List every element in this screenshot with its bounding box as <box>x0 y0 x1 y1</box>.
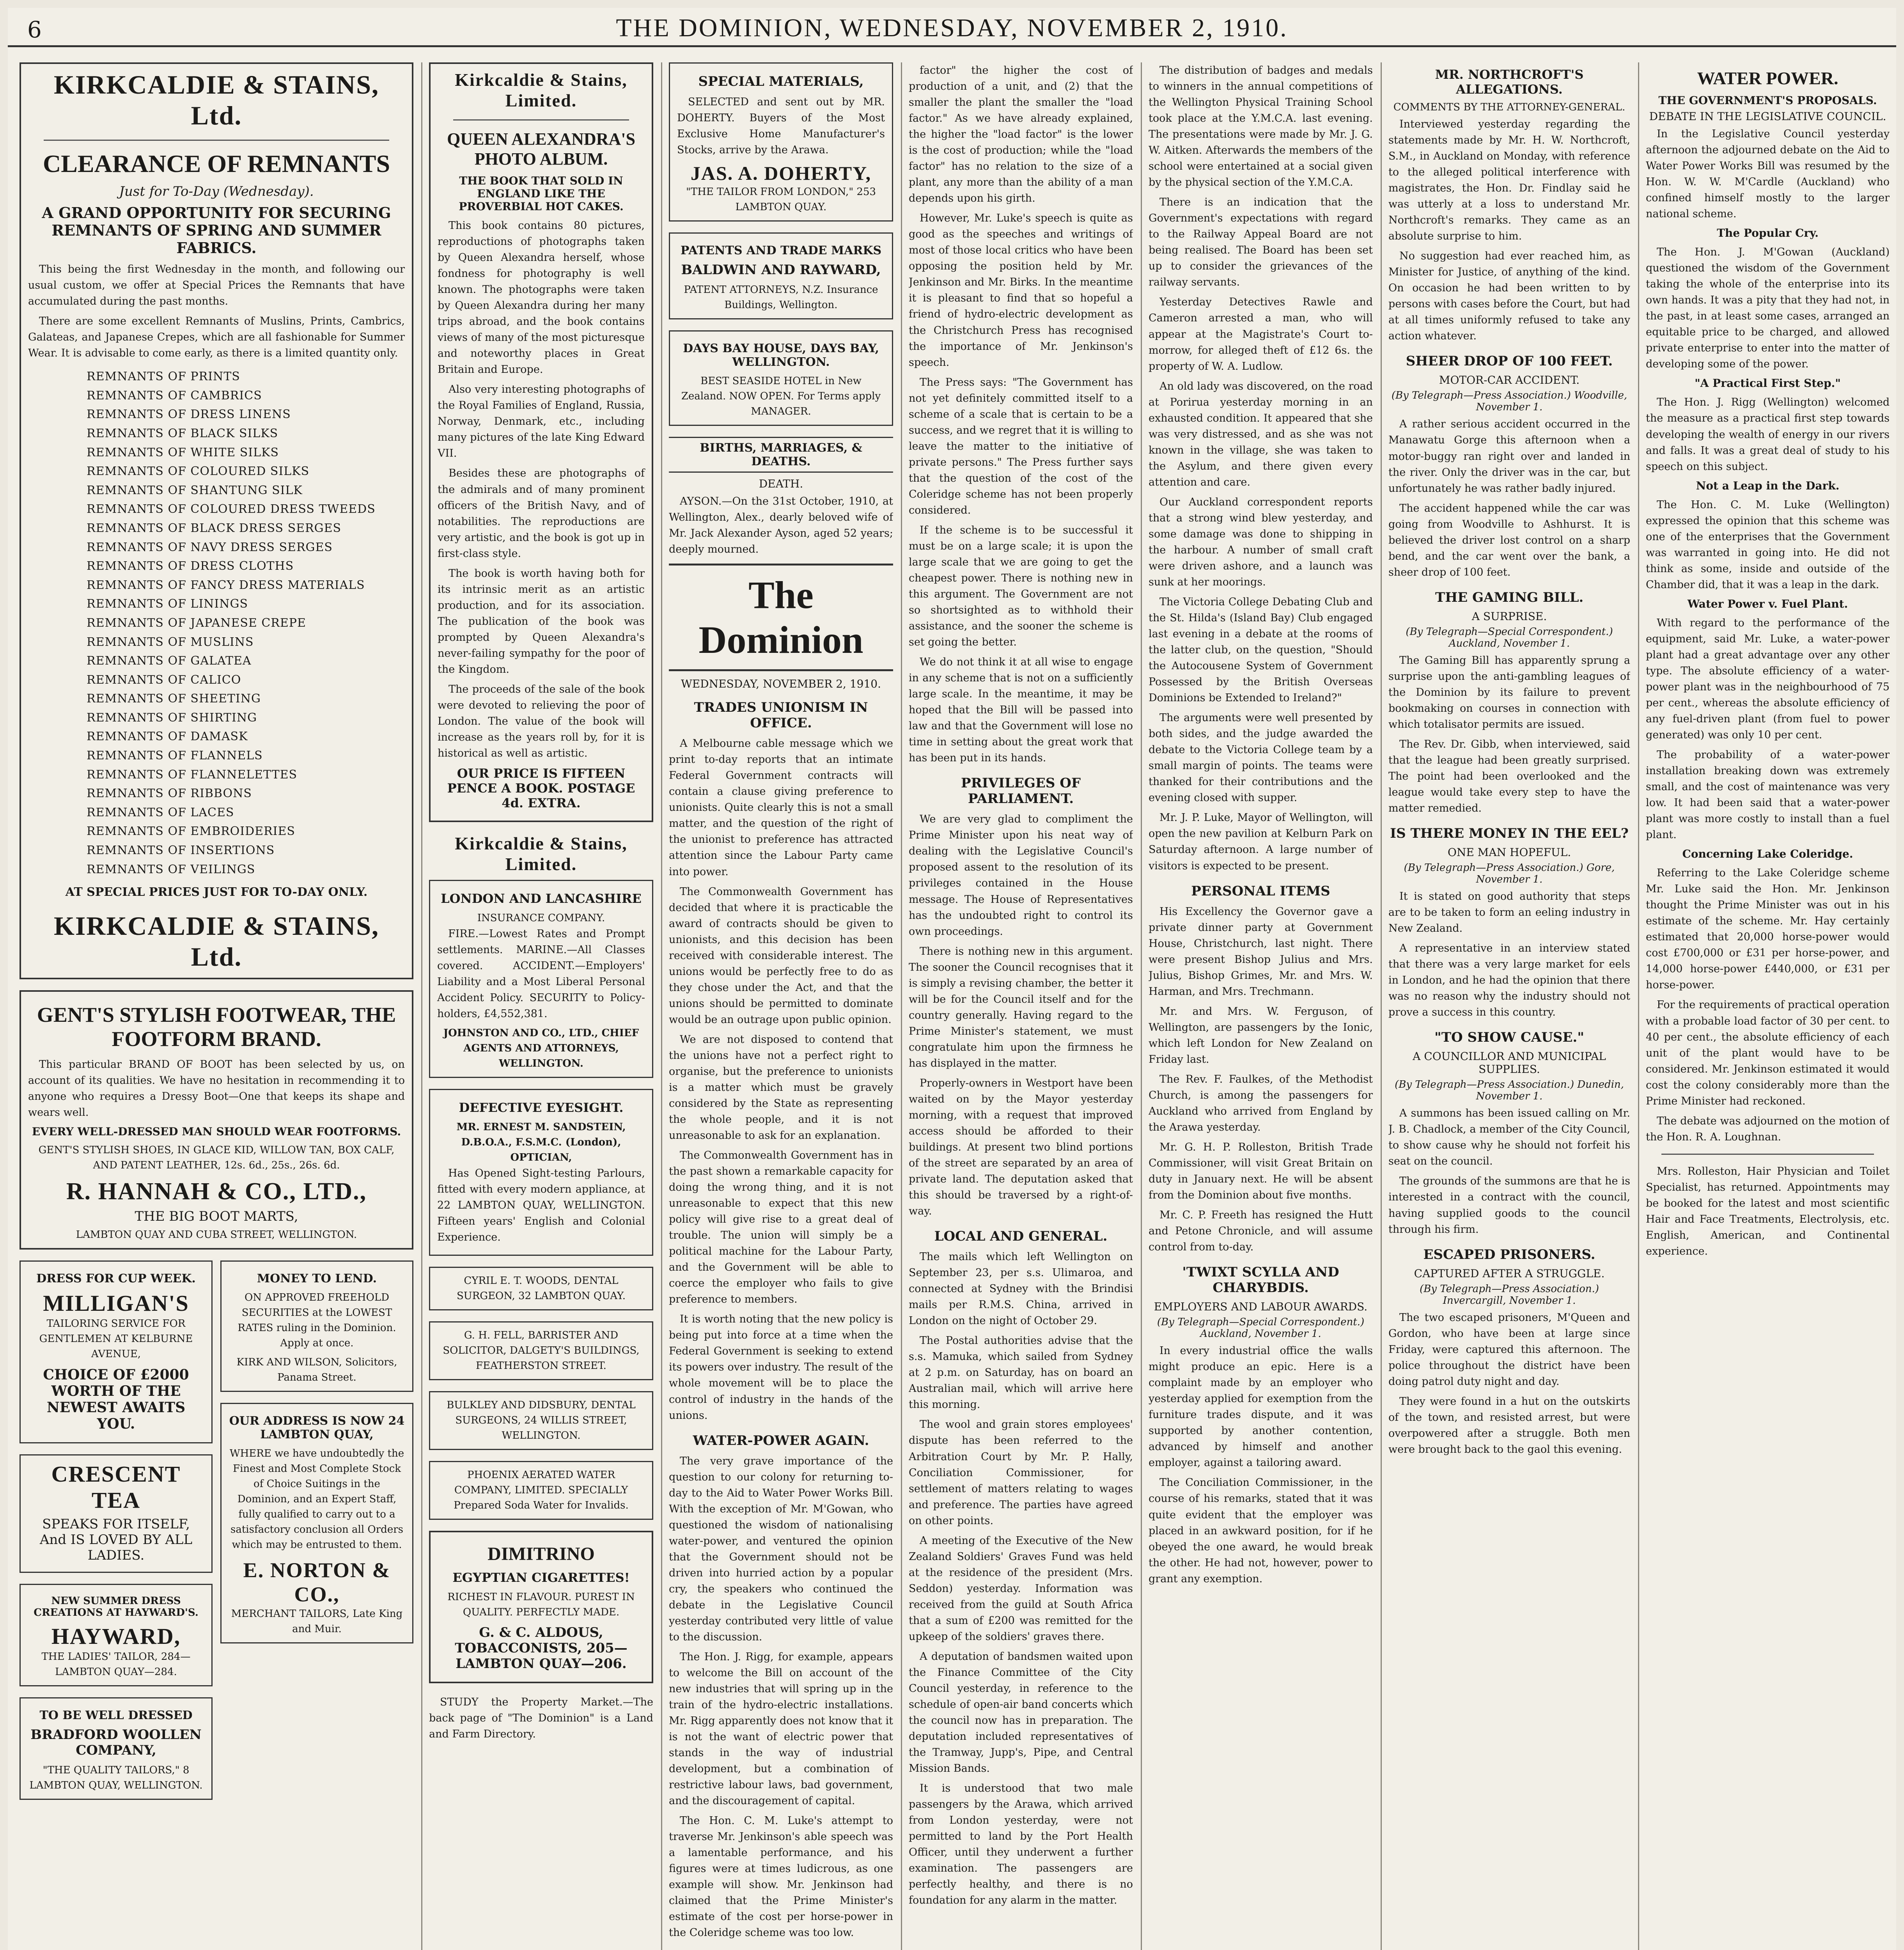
column-5: The distribution of badges and medals to winners in the annual competitions of the Wellington Physical Training School took place at the Y.M.C.A. last evening. The presentations were made by Mr. J. G. W. Aitken. Afterwards the members of the school were entertained at a social given by the physical section of the Y.M.C.A. There is an indication that the Government's expectations with regard to the Railway Appeal Board are not being realised. The Board has been set up to consider the grievances of the railway servants. Yesterday Detectives Rawle and Cameron arrested a man, who will appear at the Magistrate's Court to-morrow, for alleged theft of £12 6s. the property of W. A. Ludlow. An old lady was discovered, on the road at Porirua yesterday morning in an exhausted condition. It appeared that she was very distressed, and as she was not known in the village, she was taken to the Asylum, and there given every attention and care. Our Auckland correspondent reports that a strong wind blew yesterday, and some damage was done to shipping in the harbour. A number of small craft were driven ashore, and a launch was sunk at her moorings. The Victoria College Debating Club and the St. Hilda's (Island Bay) Club engaged last evening in a debate at the rooms of the latter club, on the question, "Should the Autocousene System of Government Possessed by the British Overseas Dominions be Extended to Ireland?" The arguments were well presented by both sides, and the judge awarded the debate to the Victoria College team by a small margin of points. The teams were thanked for their contributions and the evening closed with supper. Mr. J. P. Luke, Mayor of Wellington, will open the new pavilion at Kelburn Park on Saturday afternoon. A large number of visitors is expected to be present. PERSONAL ITEMS His Excellency the Governor gave a private dinner party at Government House, Christchurch, last night. There were present Bishop Julius and Mrs. Julius, Bishop Grimes, Mr. and Mrs. W. Harman, and Mrs. Trechmann. Mr. and Mrs. W. Ferguson, of Wellington, are passengers by the Ionic, which left London for New Zealand on Friday last. The Rev. F. Faulkes, of the Methodist Church, is among the passengers for Auckland who arrived from England by the Arawa yesterday. Mr. G. H. P. Rolleston, British Trade Commissioner, will visit Great Britain on duty in January next. He will be absent from the Dominion about five months. Mr. C. P. Freeth has resigned the Hutt and Petone Chronicle, and will assume control from to-day. 'TWIXT SCYLLA AND CHARYBDIS. EMPLOYERS AND LABOUR AWARDS. (By Telegraph—Special Correspondent.) Auckland, November 1. In every industrial office the walls might produce an epic. Here is a complaint made by an employer who yesterday applied for exemption from the furniture trades dispute, and it was supported by another contention, advanced by himself and another employer, against a tailoring award. The Conciliation Commissioner, in the course of his remarks, stated that it was quite evident that the employer was placed in an awkward position, for if he obeyed the one award, he would break the other. He had not, however, power to grant any exemption. <box>1149 62 1373 1950</box>
article-body: In the Legislative Council yesterday afternoon the adjourned debate on the Aid to Water Power Works Bill was resumed by the Hon. W. W. M'Cardle (Auckland) who confined himself mostly to the larger national scheme. <box>1646 128 1890 220</box>
ad-body: This particular BRAND OF BOOT has been selected by us, on account of its qualities. We have no hesitation in recommending it to anyone who requires a Dressy Boot—One that keeps its shape and wears well. <box>28 1058 405 1119</box>
card: PHOENIX AERATED WATER COMPANY, LIMITED. SPECIALLY Prepared Soda Water for Invalids. <box>429 1461 653 1520</box>
ad-subheading: Just for To-Day (Wednesday). <box>119 184 314 199</box>
ad-firm-name: R. HANNAH & CO., LTD., <box>66 1178 367 1205</box>
remnant-item: REMNANTS OF VEILINGS <box>87 862 255 876</box>
ad-remnants <box>20 62 413 979</box>
remnant-item: REMNANTS OF EMBROIDERIES <box>87 824 295 838</box>
column-2 <box>429 62 653 1950</box>
ad-head: DIMITRINO <box>488 1544 595 1565</box>
article-body: The Commonwealth Government has decided that where it is practicable the award of contracts should be given to unionists, and this decision has been received with considerable interest. The unions would be perfectly free to do as they chose under the Act, and that the unions should be permitted to dominate would be an outrage upon public opinion. <box>669 885 893 1026</box>
article-byline: (By Telegraph—Press Association.) Woodville, November 1. <box>1391 390 1627 413</box>
article-body: A deputation of bandsmen waited upon the Finance Committee of the City Council yesterday, in reference to the schedule of open-air band concerts which the council now has in preparation. The deputation included representatives of the Tramway, Jupp's, Pipe, and Central Mission Bands. <box>909 1650 1133 1775</box>
article-heading: ESCAPED PRISONERS. <box>1423 1246 1596 1262</box>
remnant-item: REMNANTS OF JAPANESE CREPE <box>87 616 306 630</box>
ad-body: There are some excellent Remnants of Muslins, Prints, Cambrics, Galateas, and Japanese Crepes, which are all fashionable for Summer Wear. It is advisable to come early, as there is a limited quantity only. <box>28 315 405 360</box>
remnant-item: REMNANTS OF NAVY DRESS SERGES <box>87 540 333 554</box>
ad-heading: GENT'S STYLISH FOOTWEAR, THE FOOTFORM BRAND. <box>37 1003 396 1051</box>
article-body: The Postal authorities advise that the s.s. Mamuka, which sailed from Sydney at 2 p.m. on Saturday, has on board an Australian mail, which will arrive here this morning. <box>909 1335 1133 1411</box>
article-body: There is an indication that the Government's expectations with regard to the Railway Appeal Board are not being realised. The Board has been set up to consider the grievances of the railway servants. <box>1149 196 1373 289</box>
card: G. H. FELL, BARRISTER AND SOLICITOR, DALGETY'S BUILDINGS, FEATHERSTON STREET. <box>429 1321 653 1380</box>
card: BULKLEY AND DIDSBURY, DENTAL SURGEONS, 24 WILLIS STREET, WELLINGTON. <box>429 1391 653 1450</box>
article-subheading-2: DEBATE IN THE LEGISLATIVE COUNCIL. <box>1649 110 1886 123</box>
ad-body: RICHEST IN FLAVOUR. PUREST IN QUALITY. PERFECTLY MADE. <box>447 1591 635 1618</box>
ad-head: SPECIAL MATERIALS, <box>698 74 864 89</box>
remnant-item: REMNANTS OF BLACK SILKS <box>87 426 278 440</box>
ad-footwear <box>20 990 413 1250</box>
ad-photo-album: Kirkcaldie & Stains, Limited. QUEEN ALEXANDRA'S PHOTO ALBUM. THE BOOK THAT SOLD IN ENGLAND LIKE THE PROVERBIAL HOT CAKES. This book contains 80 pictures, reproductions of photographs taken by Queen Alexandra herself, whose fondness for photography is well known. The photographs were taken by Queen Alexandra during her many trips abroad, and the book contains views of many of the most picturesque and noteworthy places in Great Britain and Europe. Also very interesting photographs of the Royal Families of England, Russia, Norway, Denmark, etc., including many pictures of the late King Edward VII. Besides these are photographs of the admirals and of many prominent officers of the British Navy, and of notabilities. The reproductions are very artistic, and the book is got up in first-class style. The book is worth having both for its intrinsic merit as an artistic production, and for its association. The publication of the book was prompted by Queen Alexandra's never-failing sympathy for the poor of the Kingdom. The proceeds of the sale of the book were devoted to relieving the poor of London. The value of the book will increase as the years roll by, for it is historical as well as artistic. OUR PRICE IS FIFTEEN PENCE A BOOK. POSTAGE 4d. EXTRA. <box>429 62 653 822</box>
ad-sub: "THE TAILOR FROM LONDON," 253 LAMBTON QUAY. <box>686 186 876 213</box>
remnant-item: REMNANTS OF RIBBONS <box>87 787 252 801</box>
article-heading: TRADES UNIONISM IN OFFICE. <box>694 700 868 731</box>
article-heading: WATER-POWER AGAIN. <box>693 1432 869 1448</box>
ad-name: LONDON AND LANCASHIRE <box>441 891 642 906</box>
article-heading: PERSONAL ITEMS <box>1191 883 1330 899</box>
article-body: The Victoria College Debating Club and the St. Hilda's (Island Bay) Club engaged last evening in a debate at the rooms of the latter club, on the question, "Should the Autocousene System of Government Possessed by the British Overseas Dominions be Extended to Ireland?" <box>1149 596 1373 704</box>
remnant-item: REMNANTS OF CAMBRICS <box>87 388 262 402</box>
ad-sub: TAILORING SERVICE FOR GENTLEMEN AT KELBURNE AVENUE, <box>39 1318 193 1360</box>
remnant-item: REMNANTS OF GALATEA <box>87 654 252 668</box>
article-body: If the scheme is to be successful it must be on a large scale; it is upon the large scale that we are going to get the cheapest power. There is nothing new in this argument. The Government are not so shortsighted as to withhold their assistance, and the sooner the scheme is set going the better. <box>909 524 1133 649</box>
article-subheading: A COUNCILLOR AND MUNICIPAL SUPPLIES. <box>1413 1050 1606 1076</box>
article-body: The Hon. J. Rigg (Wellington) welcomed the measure as a practical first step towards developing the wealth of energy in our rivers and falls. It was a great deal of study to his speech on this subject. <box>1646 396 1890 473</box>
remnant-item: REMNANTS OF COLOURED SILKS <box>87 464 310 479</box>
ad-agent: G. & C. ALDOUS, TOBACCONISTS, 205—LAMBTON QUAY—206. <box>455 1625 628 1672</box>
ad-patents <box>669 232 893 319</box>
article-body: We are very glad to compliment the Prime Minister upon his neat way of dealing with the Legislative Council's proposed assent to the resolution of its privileges contained in the House message. The House of Representatives has the undoubted right to control its own proceedings. <box>909 813 1133 938</box>
ad-sub: THE BOOK THAT SOLD IN ENGLAND LIKE THE PROVERBIAL HOT CAKES. <box>459 174 624 213</box>
remnant-item: REMNANTS OF DRESS CLOTHS <box>87 559 294 573</box>
column-rule <box>1141 62 1142 1950</box>
ad-body: FIRE.—Lowest Rates and Prompt settlements. MARINE.—All Classes covered. ACCIDENT.—Employers' Liability and a Most Liberal Personal Accident Policy. SECURITY to Policy-holders, £4,552,381. <box>437 928 645 1020</box>
newspaper-page <box>8 8 1896 1950</box>
masthead <box>8 8 1896 47</box>
ad-body: This being the first Wednesday in the month, and following our usual custom, we offer at Special Prices the Remnants that have accumulated during the past months. <box>28 263 405 308</box>
ad-group <box>20 1260 213 1811</box>
remnant-item: REMNANTS OF DAMASK <box>87 730 248 744</box>
ad-price: CHOICE OF £2000 WORTH OF THE NEWEST AWAITS YOU. <box>43 1367 189 1432</box>
article-heading: SHEER DROP OF 100 FEET. <box>1406 353 1613 369</box>
ad-sub: PATENT ATTORNEYS, N.Z. Insurance Buildings, Wellington. <box>684 284 878 311</box>
ad-firm-name: KIRKCALDIE & STAINS, Ltd. <box>53 70 379 130</box>
column-3: SPECIAL MATERIALS, SELECTED and sent out by MR. DOHERTY. Buyers of the Most Exclusive Home Manufacturer's Stocks, arrive by the Arawa. JAS. A. DOHERTY, "THE TAILOR FROM LONDON," 253 LAMBTON QUAY. PATENTS AND TRADE MARKS BALDWIN AND RAYWARD, PATENT ATTORNEYS, N.Z. Insurance Buildings, Wellington. DAYS BAY HOUSE, DAYS BAY, WELLINGTON. BEST SEASIDE HOTEL in New Zealand. NOW OPEN. For Terms apply MANAGER. BIRTHS, MARRIAGES, & DEATHS. DEATH. AYSON.—On the 31st October, 1910, at Wellington, Alex., dearly beloved wife of Mr. Jack Alexander Ayson, aged 52 years; deeply mourned. The Dominion WEDNESDAY, NOVEMBER 2, 1910. TRADES UNIONISM IN OFFICE. A Melbourne cable message which we print to-day reports that an intimate Federal Government contracts will contain a clause giving preference to unionists. Quite clearly this is not a small matter, and the question of the right of the unionist to preference has attracted attention since the Labour Party came into power. The Commonwealth Government has decided that where it is practicable the award of contracts should be given to unionists, and this decision has been received with considerable interest. The unions would be perfectly free to do as they chose under the Act, and that the unions should be permitted to dominate would be an outrage upon public opinion. We are not disposed to contend that the unions have not a perfect right to organise, but the preference to unionists is a matter which must be gravely considered by the State as representing the whole people, and it is not unreasonable to ask for an explanation. The Commonwealth Government has in the past shown a remarkable capacity for doing the wrong thing, and it is not unreasonable to expect that this new policy will give rise to a great deal of trouble. The union will simply be a political machine for the Labour Party, and the Government will be able to coerce the employer who fails to give preference to members. It is worth noting that the new policy is being put into force at a time when the Federal Government is seeking to extend its powers over industry. The result of the whole movement will be to place the control of industry in the hands of the unions. WATER-POWER AGAIN. The very grave importance of the question to our colony for returning to-day to the Aid to Water Power Works Bill. With the exception of Mr. M'Gowan, who questioned the wisdom of nationalising water-power, and ventured the opinion that the Government should not be driven into hurried action by a popular cry, the speakers who continued the debate in the Legislative Council yesterday contributed very little of value to the discussion. The Hon. J. Rigg, for example, appears to welcome the Bill on account of the new industries that will spring up in the train of the hydro-electric installations. Mr. Rigg apparently does not know that it is not the want of electric power that stands in the way of industrial development, but a combination of restrictive labour laws, bad government, and the discouragement of capital. The Hon. C. M. Luke's attempt to traverse Mr. Jenkinson's able speech was a lamentable performance, and his figures were at times ludicrous, as one example will show. Mr. Jenkinson had claimed that the Prime Minister's estimate of the cost per horse-power in the Coleridge scheme was too low. <box>669 62 893 1950</box>
remnant-item: REMNANTS OF LACES <box>87 805 234 819</box>
article-subheading: COMMENTS BY THE ATTORNEY-GENERAL. <box>1393 101 1626 113</box>
article-byline: (By Telegraph—Special Correspondent.) Auckland, November 1. <box>1406 626 1613 649</box>
newspaper-title: THE DOMINION, WEDNESDAY, NOVEMBER 2, 1910. <box>616 14 1288 42</box>
article-body: A meeting of the Executive of the New Zealand Soldiers' Graves Fund was held at the residence of the president (Mrs. Seddon) yesterday. Information was received from the guild at South Africa that a sum of £200 was remitted for the upkeep of the soldiers' graves there. <box>909 1534 1133 1643</box>
article-body: A rather serious accident occurred in the Manawatu Gorge this afternoon when a motor-buggy ran right over and landed in the river. Only the driver was in the car, but unfortunately he was rather badly injured. <box>1388 418 1630 495</box>
section-heading: Concerning Lake Coleridge. <box>1682 847 1853 861</box>
remnant-item: REMNANTS OF FLANNELS <box>87 749 263 763</box>
remnant-item: REMNANTS OF SHIRTING <box>87 711 257 725</box>
section-heading: Water Power v. Fuel Plant. <box>1687 597 1848 610</box>
ad-optician <box>429 1089 653 1256</box>
article-heading: THE GAMING BILL. <box>1435 589 1584 605</box>
article-byline: (By Telegraph—Special Correspondent.) Auckland, November 1. <box>1157 1316 1365 1340</box>
column-1 <box>20 62 413 1950</box>
article-body: With regard to the performance of the equipment, said Mr. Luke, a water-power plant had a great advantage over any other type. The absolute efficiency of a water-power plant was in the neighbourhood of 75 per cent., whereas the absolute efficiency of any fuel-driven plant (from fuel to power generated) was only 10 per cent. <box>1646 617 1890 741</box>
article-body: Referring to the Lake Coleridge scheme Mr. Luke said the Hon. Mr. Jenkinson thought the Prime Minister was out in his estimate of the scheme. Mr. Hay certainly estimated that 20,000 horse-power would cost £700,000 or £31 per horse-power, and 14,000 horse-power £440,000, or £31 per horse-power. <box>1646 867 1890 991</box>
remnant-item: REMNANTS OF FANCY DRESS MATERIALS <box>87 578 365 592</box>
article-body: factor" the higher the cost of production of a unit, and (2) that the smaller the plant the smaller the "load factor." As we have already explained, the higher the "load factor" is the lower is the cost of production; while the "load factor" has no relation to the size of a plant, any more than the ability of a man depends upon his girth. <box>909 64 1133 205</box>
ad-sub: INSURANCE COMPANY. <box>477 912 605 924</box>
article-heading: PRIVILEGES OF PARLIAMENT. <box>961 775 1081 807</box>
ad-name: BALDWIN AND RAYWARD, <box>681 262 881 278</box>
ad-sub: SPEAKS FOR ITSELF, And IS LOVED BY ALL LADIES. <box>39 1516 193 1564</box>
ad-name: BRADFORD WOOLLEN COMPANY, <box>30 1727 202 1759</box>
ad-name: HAYWARD, <box>51 1624 181 1649</box>
ad-head: DEFECTIVE EYESIGHT. <box>459 1100 624 1115</box>
ad-firm-sub: THE BIG BOOT MARTS, <box>135 1209 298 1225</box>
ad-crescent-tea <box>20 1454 213 1573</box>
ad-firm-name: Kirkcaldie & Stains, Limited. <box>455 70 628 110</box>
article-body: It is stated on good authority that steps are to be taken to form an eeling industry in New Zealand. <box>1388 890 1630 935</box>
bmd-heading: BIRTHS, MARRIAGES, & DEATHS. <box>669 437 893 473</box>
remnant-item: REMNANTS OF LININGS <box>87 597 248 611</box>
column-rule <box>901 62 902 1950</box>
article-byline: (By Telegraph—Press Association.) Dunedin, November 1. <box>1395 1079 1624 1103</box>
article-body: His Excellency the Governor gave a private dinner party at Government House, Christchurch, last night. There were present Bishop Julius and Mrs. Julius, Bishop Grimes, Mr. and Mrs. W. Harman, and Mrs. Trechmann. <box>1149 905 1373 998</box>
ad-name: MR. ERNEST M. SANDSTEIN, D.B.O.A., F.S.M.C. (London), OPTICIAN, <box>456 1121 626 1164</box>
ad-milligans <box>20 1260 213 1443</box>
remnant-item: REMNANTS OF CALICO <box>87 673 241 687</box>
ad-norton: OUR ADDRESS IS NOW 24 LAMBTON QUAY, WHERE we have undoubtedly the Finest and Most Complete Stock of Choice Suitings in the Dominion, and an Expert Staff, fully qualified to carry out to a satisfactory conclusion all Orders which may be entrusted to them. E. NORTON & CO., MERCHANT TAILORS, Late King and Muir. <box>220 1403 413 1643</box>
ad-insurance <box>429 880 653 1078</box>
remnant-item: REMNANTS OF FLANNELETTES <box>87 768 298 782</box>
ad-price: OUR PRICE IS FIFTEEN PENCE A BOOK. POSTAGE 4d. EXTRA. <box>447 766 635 811</box>
article-body: In every industrial office the walls might produce an epic. Here is a complaint made by an employer who yesterday applied for exemption from the furniture trades dispute, and it was supported by another contention, advanced by himself and another employer, against a tailoring award. <box>1149 1345 1373 1469</box>
divider <box>453 119 629 121</box>
card: CYRIL E. T. WOODS, DENTAL SURGEON, 32 LAMBTON QUAY. <box>429 1267 653 1310</box>
article-body: Mrs. Rolleston, Hair Physician and Toilet Specialist, has returned. Appointments may be booked for the latest and most scientific Hair and Face Treatments, Electrolysis, etc. English, American, and Continental experience. <box>1646 1165 1890 1257</box>
article-byline: (By Telegraph—Press Association.) Invercargill, November 1. <box>1420 1283 1599 1306</box>
remnants-list <box>28 367 405 879</box>
section-heading: Not a Leap in the Dark. <box>1696 479 1840 492</box>
article-body: Mr. G. H. P. Rolleston, British Trade Commissioner, will visit Great Britain on duty in January next. He will be absent from the Dominion about five months. <box>1149 1141 1373 1202</box>
article-subheading: MOTOR-CAR ACCIDENT. <box>1439 374 1580 387</box>
remnant-item: REMNANTS OF PRINTS <box>87 370 240 384</box>
ad-tagline: EVERY WELL-DRESSED MAN SHOULD WEAR FOOTFORMS. <box>32 1125 401 1138</box>
article-subheading: A SURPRISE. <box>1471 610 1547 623</box>
column-4: factor" the higher the cost of production of a unit, and (2) that the smaller the plant the smaller the "load factor." As we have already explained, the higher the "load factor" is the lower is the cost of production; while the "load factor" has no relation to the size of a plant, any more than the ability of a man depends upon his girth. However, Mr. Luke's speech is quite as good as the speeches and writings of most of those local critics who have been opposing the position held by Mr. Jenkinson and Mr. Birks. In the meantime it is pleasant to find that so hopeful a friend of hydro-electric development as the Christchurch Press has recognised the importance of Mr. Jenkinson's speech. The Press says: "The Government has not yet definitely committed itself to a scheme of a scale that is certain to be a success, and we regret that it is willing to leave the matter to the initiative of private persons." The Press further says that the question of the cost of the Coleridge scheme has not been properly considered. If the scheme is to be successful it must be on a large scale; it is upon the large scale that we are going to get the cheapest power. There is nothing new in this argument. The Government are not so shortsighted as to withhold their assistance, and the sooner the scheme is set going the better. We do not think it at all wise to engage in any scheme that is not on a sufficiently large scale. In the meantime, it may be hoped that the Bill will be passed into law and that the Government will lose no time in setting about the great work that has been put in its hands. PRIVILEGES OF PARLIAMENT. We are very glad to compliment the Prime Minister upon his neat way of dealing with the Legislative Council's proposed assent to the resolution of its privileges contained in the House message. The House of Representatives has the undoubted right to control its own proceedings. There is nothing new in this argument. The sooner the Council recognises that it is simply a revising chamber, the better it will be for the Council itself and for the country generally. Having regard to the Prime Minister's statement, we must congratulate him upon the firmness he has displayed in the matter. Properly-owners in Westport have been waited on by the Mayor yesterday morning, with a request that improved access should be afforded to their buildings. At present two blind portions of the street are separated by an area of private land. The deputation asked that this should be traversed by a right-of-way. LOCAL AND GENERAL. The mails which left Wellington on September 23, per s.s. Ulimaroa, and connected at Sydney with the Brindisi mails per R.M.S. China, arrived in London on the night of October 29. The Postal authorities advise that the s.s. Mamuka, which sailed from Sydney at 2 p.m. on Saturday, has on board an Australian mail, which will arrive here this morning. The wool and grain stores employees' dispute has been referred to the Arbitration Court by Mr. P. Hally, Conciliation Commissioner, for settlement of matters relating to wages and preference. The parties have agreed on other points. A meeting of the Executive of the New Zealand Soldiers' Graves Fund was held at the residence of the president (Mrs. Seddon) yesterday. Information was received from the guild at South Africa that a sum of £200 was remitted for the upkeep of the soldiers' graves there. A deputation of bandsmen waited upon the Finance Committee of the City Council yesterday, in reference to the schedule of open-air band concerts which the council now has in preparation. The deputation included representatives of the Tramway, Jupp's, Pipe, and Central Mission Bands. It is understood that two male passengers by the Arawa, which arrived from London yesterday, were not permitted to land by the Port Health Officer, until they underwent a further examination. The passengers are perfectly healthy, and there is no foundation for any alarm in the matter. <box>909 62 1133 1950</box>
ad-title: QUEEN ALEXANDRA'S PHOTO ALBUM. <box>447 129 635 168</box>
ad-head: DAYS BAY HOUSE, DAYS BAY, WELLINGTON. <box>683 342 879 369</box>
ad-footer: AT SPECIAL PRICES JUST FOR TO-DAY ONLY. <box>65 885 368 899</box>
article-body: A Melbourne cable message which we print to-day reports that an intimate Federal Government contracts will contain a clause giving preference to unionists. Quite clearly this is not a small matter, and the question of the right of the unionist to preference has attracted attention since the Labour Party came into power. <box>669 737 893 878</box>
divider <box>1661 1154 1874 1155</box>
ad-firm-name: Kirkcaldie & Stains, Limited. <box>455 833 628 874</box>
column-rule <box>1381 62 1382 1950</box>
article-body: The Gaming Bill has apparently sprung a surprise upon the anti-gambling leagues of the Dominion by its failure to prevent bookmaking on courses in connection with which totalisator permits are issued. <box>1388 654 1630 730</box>
ad-body: BEST SEASIDE HOTEL in New Zealand. NOW OPEN. For Terms apply MANAGER. <box>681 375 881 418</box>
remnant-item: REMNANTS OF MUSLINS <box>87 635 254 649</box>
remnant-item: REMNANTS OF COLOURED DRESS TWEEDS <box>87 502 376 516</box>
article-heading: IS THERE MONEY IN THE EEL? <box>1390 826 1629 842</box>
article-body: However, Mr. Luke's speech is quite as good as the speeches and writings of most of those local critics who have been opposing the position held by Mr. Jenkinson and Mr. Birks. In the meantime it is pleasant to find that so hopeful a friend of hydro-electric development as the Christchurch Press has recognised the importance of Mr. Jenkinson's speech. <box>909 212 1133 369</box>
article-body: The mails which left Wellington on September 23, per s.s. Ulimaroa, and connected at Sydney with the Brindisi mails per R.M.S. China, arrived in London on the night of October 29. <box>909 1251 1133 1327</box>
ad-heading: CLEARANCE OF REMNANTS <box>43 150 390 177</box>
ad-doherty <box>669 62 893 222</box>
ad-sub: THE LADIES' TAILOR, 284—LAMBTON QUAY—284. <box>41 1651 191 1678</box>
dominion-masthead: The Dominion <box>669 564 893 671</box>
ad-body: SELECTED and sent out by MR. DOHERTY. Buyers of the Most Exclusive Home Manufacturer's Stocks, arrive by the Arawa. <box>677 96 885 156</box>
ad-row <box>20 1260 413 1811</box>
article-body: The two escaped prisoners, M'Queen and Gordon, who have been at large since Friday, were captured this afternoon. The police throughout the district have been doing patrol duty night and day. <box>1388 1311 1630 1388</box>
notice: STUDY the Property Market.—The back page of "The Dominion" is a Land and Farm Directory. <box>429 1696 653 1741</box>
article-body: The very grave importance of the question to our colony for returning to-day to the Aid to Water Power Works Bill. With the exception of Mr. M'Gowan, who questioned the wisdom of nationalising water-power, and ventured the opinion that the Government should not be driven into hurried action by a popular cry, the speakers who continued the debate in the Legislative Council yesterday contributed very little of value to the discussion. <box>669 1455 893 1643</box>
ad-dimitrino <box>429 1531 653 1683</box>
article-subheading: EMPLOYERS AND LABOUR AWARDS. <box>1154 1300 1368 1314</box>
ad-head: TO BE WELL DRESSED <box>39 1709 193 1723</box>
article-body: We are not disposed to contend that the unions have not a perfect right to organise, but the preference to unionists is a matter which must be gravely considered by the State as representing the whole people, and it is not unreasonable to ask for an explanation. <box>669 1033 893 1142</box>
bmd-body: AYSON.—On the 31st October, 1910, at Wellington, Alex., dearly beloved wife of Mr. Jack Alexander Ayson, aged 52 years; deeply mourned. <box>669 495 893 556</box>
section-heading: "A Practical First Step." <box>1695 377 1841 390</box>
remnant-item: REMNANTS OF WHITE SILKS <box>87 445 279 459</box>
article-body: Interviewed yesterday regarding the statements made by Mr. H. W. Northcroft, S.M., in Auckland on Monday, with reference to the alleged political interference with magistrates, the Hon. Dr. Findlay said he was utterly at a loss to understand Mr. Northcroft's remarks. They came as an absolute surprise to him. <box>1388 118 1630 243</box>
masthead-date: WEDNESDAY, NOVEMBER 2, 1910. <box>681 677 881 691</box>
article-heading: MR. NORTHCROFT'S ALLEGATIONS. <box>1435 67 1584 97</box>
remnant-item: REMNANTS OF SHEETING <box>87 692 261 706</box>
article-body: The Hon. C. M. Luke (Wellington) expressed the opinion that this scheme was one of the enterprises that the Government was warranted in going into. He did not think as some, inside and outside of the Chamber did, that it was a leap in the dark. <box>1646 498 1890 591</box>
column-7: WATER POWER. THE GOVERNMENT'S PROPOSALS. DEBATE IN THE LEGISLATIVE COUNCIL. In the Legislative Council yesterday afternoon the adjourned debate on the Aid to Water Power Works Bill was resumed by the Hon. W. W. M'Cardle (Auckland) who confined himself mostly to the larger national scheme. The Popular Cry. The Hon. J. M'Gowan (Auckland) questioned the wisdom of the Government taking the whole of the enterprise into its own hands. It was a pity that they had not, in the past, in at least some cases, arranged an equitable price to be charged, and allowed private enterprise to enter into the matter of developing some of the power. "A Practical First Step." The Hon. J. Rigg (Wellington) welcomed the measure as a practical first step towards developing the wealth of energy in our rivers and falls. It was a great deal of study to his speech on this subject. Not a Leap in the Dark. The Hon. C. M. Luke (Wellington) expressed the opinion that this scheme was one of the enterprises that the Government was warranted in going into. He did not think as some, inside and outside of the Chamber did, that it was a leap in the dark. Water Power v. Fuel Plant. With regard to the performance of the equipment, said Mr. Luke, a water-power plant had a great advantage over any other type. The absolute efficiency of a water-power plant was in the neighbourhood of 75 per cent., whereas the absolute efficiency of any fuel-driven plant (from fuel to power generated) was only 10 per cent. The probability of a water-power installation breaking down was extremely small, and the cost of maintenance was very low. It had been said that a water-power plant was more costly to install than a fuel plant. Concerning Lake Coleridge. Referring to the Lake Coleridge scheme Mr. Luke said the Hon. Mr. Jenkinson thought the Prime Minister was out in his estimate of the scheme. Mr. Hay certainly estimated that 20,000 horse-power would cost £700,000 or £31 per horse-power, and 14,000 horse-power £440,000, or £31 per horse-power. For the requirements of practical operation with a probable load factor of 30 per cent. to 40 per cent., the absolute efficiency of each unit of the plant would have to be considered. Mr. Jenkinson estimated it would cost the colony considerably more than the Prime Minister had reckoned. The debate was adjourned on the motion of the Hon. R. A. Loughnan. Mrs. Rolleston, Hair Physician and Toilet Specialist, has returned. Appointments may be booked for the latest and most scientific Hair and Face Treatments, Electrolysis, etc. English, American, and Continental experience. <box>1646 62 1890 1950</box>
article-heading: WATER POWER. <box>1697 68 1838 88</box>
ad-body: This book contains 80 pictures, reproductions of photographs taken by Queen Alexandra herself, whose fondness for photography is well known. The photographs were taken by Queen Alexandra during her many trips abroad, and the book contains views of many of the most picturesque and noteworthy places in Great Britain and Europe. <box>438 220 645 376</box>
article-body: The distribution of badges and medals to winners in the annual competitions of the Wellington Physical Training School took place at the Y.M.C.A. last evening. The presentations were made by Mr. J. G. W. Aitken. Afterwards the members of the school were entertained at a social given by the physical section of the Y.M.C.A. <box>1149 64 1373 189</box>
ad-footer: GENT'S STYLISH SHOES, IN GLACE KID, WILLOW TAN, BOX CALF, AND PATENT LEATHER, 12s. 6d., 25s., 26s. 6d. <box>38 1144 395 1172</box>
article-heading: 'TWIXT SCYLLA AND CHARYBDIS. <box>1182 1264 1339 1296</box>
article-body: Yesterday Detectives Rawle and Cameron arrested a man, who will appear at the Magistrate's Court to-morrow, for alleged theft of £12 6s. the property of W. A. Ludlow. <box>1149 296 1373 372</box>
ad-head: PATENTS AND TRADE MARKS <box>680 244 882 258</box>
article-heading: LOCAL AND GENERAL. <box>934 1228 1108 1244</box>
ad-sub: "THE QUALITY TAILORS," 8 LAMBTON QUAY, WELLINGTON. <box>29 1764 203 1792</box>
ad-body: Has Opened Sight-testing Parlours, fitted with every modern appliance, at 22 LAMBTON QUAY, WELLINGTON. Fifteen years' English and Colonial Experience. <box>437 1167 645 1244</box>
ad-money-to-lend: MONEY TO LEND. ON APPROVED FREEHOLD SECURITIES at the LOWEST RATES ruling in the Dominion. Apply at once. KIRK AND WILSON, Solicitors, Panama Street. <box>220 1260 413 1392</box>
column-rule <box>1638 62 1639 1950</box>
ad-headline: A GRAND OPPORTUNITY FOR SECURING REMNANTS OF SPRING AND SUMMER FABRICS. <box>42 204 391 257</box>
page-number: 6 <box>27 16 42 43</box>
ad-bradford <box>20 1697 213 1800</box>
remnant-item: REMNANTS OF BLACK DRESS SERGES <box>87 521 342 535</box>
ad-name: MILLIGAN'S <box>43 1291 189 1316</box>
remnant-item: REMNANTS OF SHANTUNG SILK <box>87 483 303 497</box>
ad-address: LAMBTON QUAY AND CUBA STREET, WELLINGTON. <box>76 1229 357 1241</box>
ad-name: JAS. A. DOHERTY, <box>690 162 872 184</box>
remnant-item: REMNANTS OF INSERTIONS <box>87 844 275 858</box>
article-body: The Hon. J. M'Gowan (Auckland) questioned the wisdom of the Government taking the whole of the enterprise into its own hands. It was a pity that they had not, in the past, in at least some cases, arranged an equitable price to be charged, and allowed private enterprise to enter into the matter of developing some of the power. <box>1646 246 1890 370</box>
article-body: An old lady was discovered, on the road at Porirua yesterday morning in an exhausted condition. It appeared that she was very distressed, and as she was not known in the village, she was taken to the Asylum, and there given every attention and care. <box>1149 380 1373 488</box>
article-subheading: THE GOVERNMENT'S PROPOSALS. <box>1658 94 1877 107</box>
ad-days-bay <box>669 330 893 426</box>
column-rule <box>661 62 662 1950</box>
divider <box>44 140 389 141</box>
ad-group <box>220 1260 413 1811</box>
ad-head: NEW SUMMER DRESS CREATIONS AT HAYWARD'S. <box>34 1595 199 1619</box>
article-body: The wool and grain stores employees' dispute has been referred to the Arbitration Court by Mr. P. Hally, Conciliation Commissioner, for settlement of matters relating to wages and preference. The parties have agreed on other points. <box>909 1418 1133 1527</box>
article-subheading: CAPTURED AFTER A STRUGGLE. <box>1414 1267 1605 1280</box>
ad-agents: JOHNSTON AND CO., LTD., CHIEF AGENTS AND ATTORNEYS, WELLINGTON. <box>443 1027 639 1070</box>
ad-sub: EGYPTIAN CIGARETTES! <box>452 1570 630 1585</box>
column-6: MR. NORTHCROFT'S ALLEGATIONS. COMMENTS BY THE ATTORNEY-GENERAL. Interviewed yesterday regarding the statements made by Mr. H. W. Northcroft, S.M., in Auckland on Monday, with reference to the alleged political interference with magistrates, the Hon. Dr. Findlay said he was utterly at a loss to understand Mr. Northcroft's remarks. They came as an absolute surprise to him. No suggestion had ever reached him, as Minister for Justice, of anything of the kind. On occasion he had been written to by persons with cases before the Court, but had at all times uniformly refused to take any action whatever. SHEER DROP OF 100 FEET. MOTOR-CAR ACCIDENT. (By Telegraph—Press Association.) Woodville, November 1. A rather serious accident occurred in the Manawatu Gorge this afternoon when a motor-buggy ran right over and landed in the river. Only the driver was in the car, but unfortunately he was rather badly injured. The accident happened while the car was going from Woodville to Ashhurst. It is believed the driver lost control on a sharp bend, and the car went over the bank, a sheer drop of 100 feet. THE GAMING BILL. A SURPRISE. (By Telegraph—Special Correspondent.) Auckland, November 1. The Gaming Bill has apparently sprung a surprise upon the anti-gambling leagues of the Dominion by its failure to prevent bookmaking on courses in connection with which totalisator permits are issued. The Rev. Dr. Gibb, when interviewed, said that the league had been greatly surprised. The point had been overlooked and the league would take every step to have the matter remedied. IS THERE MONEY IN THE EEL? ONE MAN HOPEFUL. (By Telegraph—Press Association.) Gore, November 1. It is stated on good authority that steps are to be taken to form an eeling industry in New Zealand. A representative in an interview stated that there was a very large market for eels in London, and he had the opinion that there was no reason why the industry should not prove a success in this country. "TO SHOW CAUSE." A COUNCILLOR AND MUNICIPAL SUPPLIES. (By Telegraph—Press Association.) Dunedin, November 1. A summons has been issued calling on Mr. J. B. Chadlock, a member of the City Council, to show cause why he should not forfeit his seat on the council. The grounds of the summons are that he is interested in a contract with the council, having supplied goods to the council through his firm. ESCAPED PRISONERS. CAPTURED AFTER A STRUGGLE. (By Telegraph—Press Association.) Invercargill, November 1. The two escaped prisoners, M'Queen and Gordon, who have been at large since Friday, were captured this afternoon. The police throughout the district have been doing patrol duty night and day. They were found in a hut on the outskirts of the town, and resisted arrest, but were overpowered after a struggle. Both men were brought back to the gaol this evening. <box>1388 67 1630 1455</box>
ad-firm-name: KIRKCALDIE & STAINS, Ltd. <box>53 911 379 972</box>
ad-hayward <box>20 1584 213 1686</box>
article-byline: (By Telegraph—Press Association.) Gore, November 1. <box>1404 862 1615 886</box>
article-subheading: ONE MAN HOPEFUL. <box>1447 846 1571 859</box>
article-body: A summons has been issued calling on Mr. J. B. Chadlock, a member of the City Council, to show cause why he should not forfeit his seat on the council. <box>1388 1107 1630 1168</box>
section-heading: The Popular Cry. <box>1717 227 1819 240</box>
column-rule <box>421 62 422 1950</box>
article-heading: "TO SHOW CAUSE." <box>1434 1030 1584 1046</box>
ad-top: DRESS FOR CUP WEEK. <box>36 1272 196 1286</box>
remnant-item: REMNANTS OF DRESS LINENS <box>87 408 291 422</box>
bmd-sub: DEATH. <box>759 477 803 491</box>
ad-name: CRESCENT TEA <box>51 1461 181 1513</box>
